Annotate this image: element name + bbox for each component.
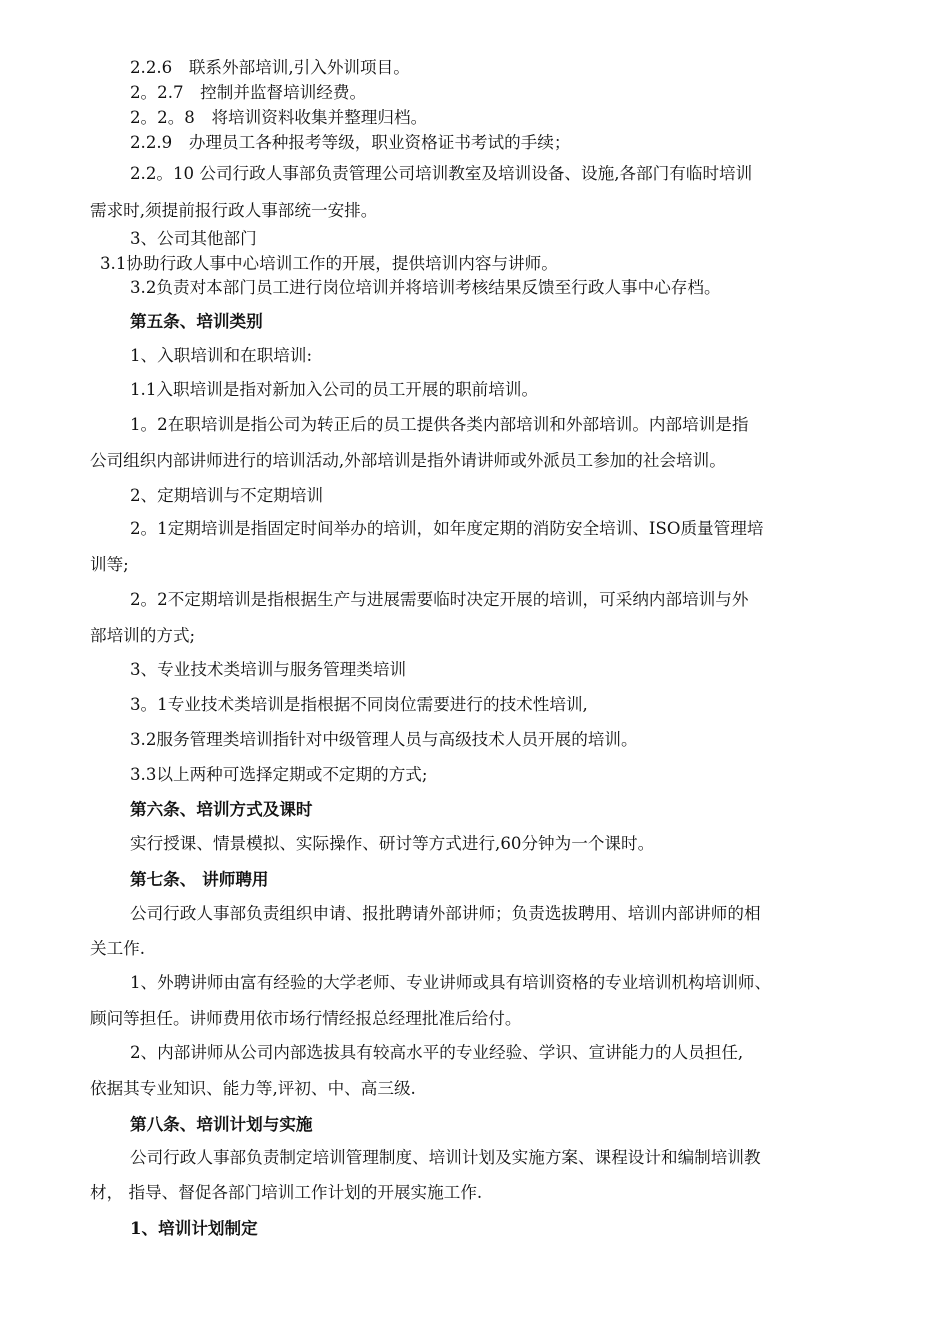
item-2-heading: 2、定期培训与不定期培训 [130, 486, 324, 505]
item-1-2-cont: 公司组织内部讲师进行的培训活动,外部培训是指外请讲师或外派员工参加的社会培训。 [90, 451, 726, 470]
article-6-body: 实行授课、情景模拟、实际操作、研讨等方式进行,60分钟为一个课时。 [130, 834, 655, 853]
article-8-title: 第八条、培训计划与实施 [130, 1114, 313, 1134]
clause-2-2-6: 2.2.6 联系外部培训,引入外训项目。 [130, 58, 410, 77]
item-2-1-cont: 训等; [90, 555, 129, 574]
item-3-heading: 3、专业技术类培训与服务管理类培训 [130, 660, 407, 679]
clause-2-2-9: 2.2.9 办理员工各种报考等级，职业资格证书考试的手续； [130, 133, 571, 152]
article-8-body: 公司行政人事部负责制定培训管理制度、培训计划及实施方案、课程设计和编制培训教 [130, 1148, 761, 1167]
article-7-item-2: 2、内部讲师从公司内部选拔具有较高水平的专业经验、学识、宣讲能力的人员担任, [130, 1043, 744, 1062]
section-3-heading: 3、公司其他部门 [130, 229, 257, 248]
article-8-body-cont: 材， 指导、督促各部门培训工作计划的开展实施工作. [90, 1183, 483, 1202]
clause-2-2-10-cont: 需求时,须提前报行政人事部统一安排。 [90, 201, 378, 220]
item-2-2-cont: 部培训的方式; [90, 626, 196, 645]
item-2-1: 2。1定期培训是指固定时间举办的培训，如年度定期的消防安全培训、ISO质量管理培 [130, 519, 764, 538]
article-7-item-2-cont: 依据其专业知识、能力等,评初、中、高三级. [90, 1079, 416, 1098]
article-7-title: 第七条、 讲师聘用 [130, 869, 269, 889]
item-3-1: 3。1专业技术类培训是指根据不同岗位需要进行的技术性培训, [130, 695, 588, 714]
article-7-item-1: 1、外聘讲师由富有经验的大学老师、专业讲师或具有培训资格的专业培训机构培训师、 [130, 973, 772, 992]
article-7-item-1-cont: 顾问等担任。讲师费用依市场行情经报总经理批准后给付。 [90, 1009, 522, 1028]
item-1-1: 1.1入职培训是指对新加入公司的员工开展的职前培训。 [130, 380, 539, 399]
item-3-2: 3.2服务管理类培训指针对中级管理人员与高级技术人员开展的培训。 [130, 730, 638, 749]
item-3-3: 3.3以上两种可选择定期或不定期的方式; [130, 765, 428, 784]
article-6-title: 第六条、培训方式及课时 [130, 799, 313, 819]
article-7-body: 公司行政人事部负责组织申请、报批聘请外部讲师；负责选拔聘用、培训内部讲师的相 [130, 904, 761, 923]
clause-3-2: 3.2负责对本部门员工进行岗位培训并将培训考核结果反馈至行政人事中心存档。 [130, 278, 721, 297]
clause-2-2-10: 2.2。10 公司行政人事部负责管理公司培训教室及培训设备、设施,各部门有临时培训 [130, 164, 753, 183]
item-1-2: 1。2在职培训是指公司为转正后的员工提供各类内部培训和外部培训。内部培训是指 [130, 415, 749, 434]
item-2-2: 2。2不定期培训是指根据生产与进展需要临时决定开展的培训，可采纳内部培训与外 [130, 590, 749, 609]
clause-3-1: 3.1协助行政人事中心培训工作的开展，提供培训内容与讲师。 [100, 254, 558, 273]
article-5-title: 第五条、培训类别 [130, 311, 263, 331]
article-8-item-1-heading: 1、培训计划制定 [130, 1218, 258, 1238]
article-7-body-cont: 关工作. [90, 939, 146, 958]
item-1-heading: 1、入职培训和在职培训: [130, 346, 313, 365]
clause-2-2-8: 2。2。8 将培训资料收集并整理归档。 [130, 108, 428, 127]
clause-2-2-7: 2。2.7 控制并监督培训经费。 [130, 83, 367, 102]
